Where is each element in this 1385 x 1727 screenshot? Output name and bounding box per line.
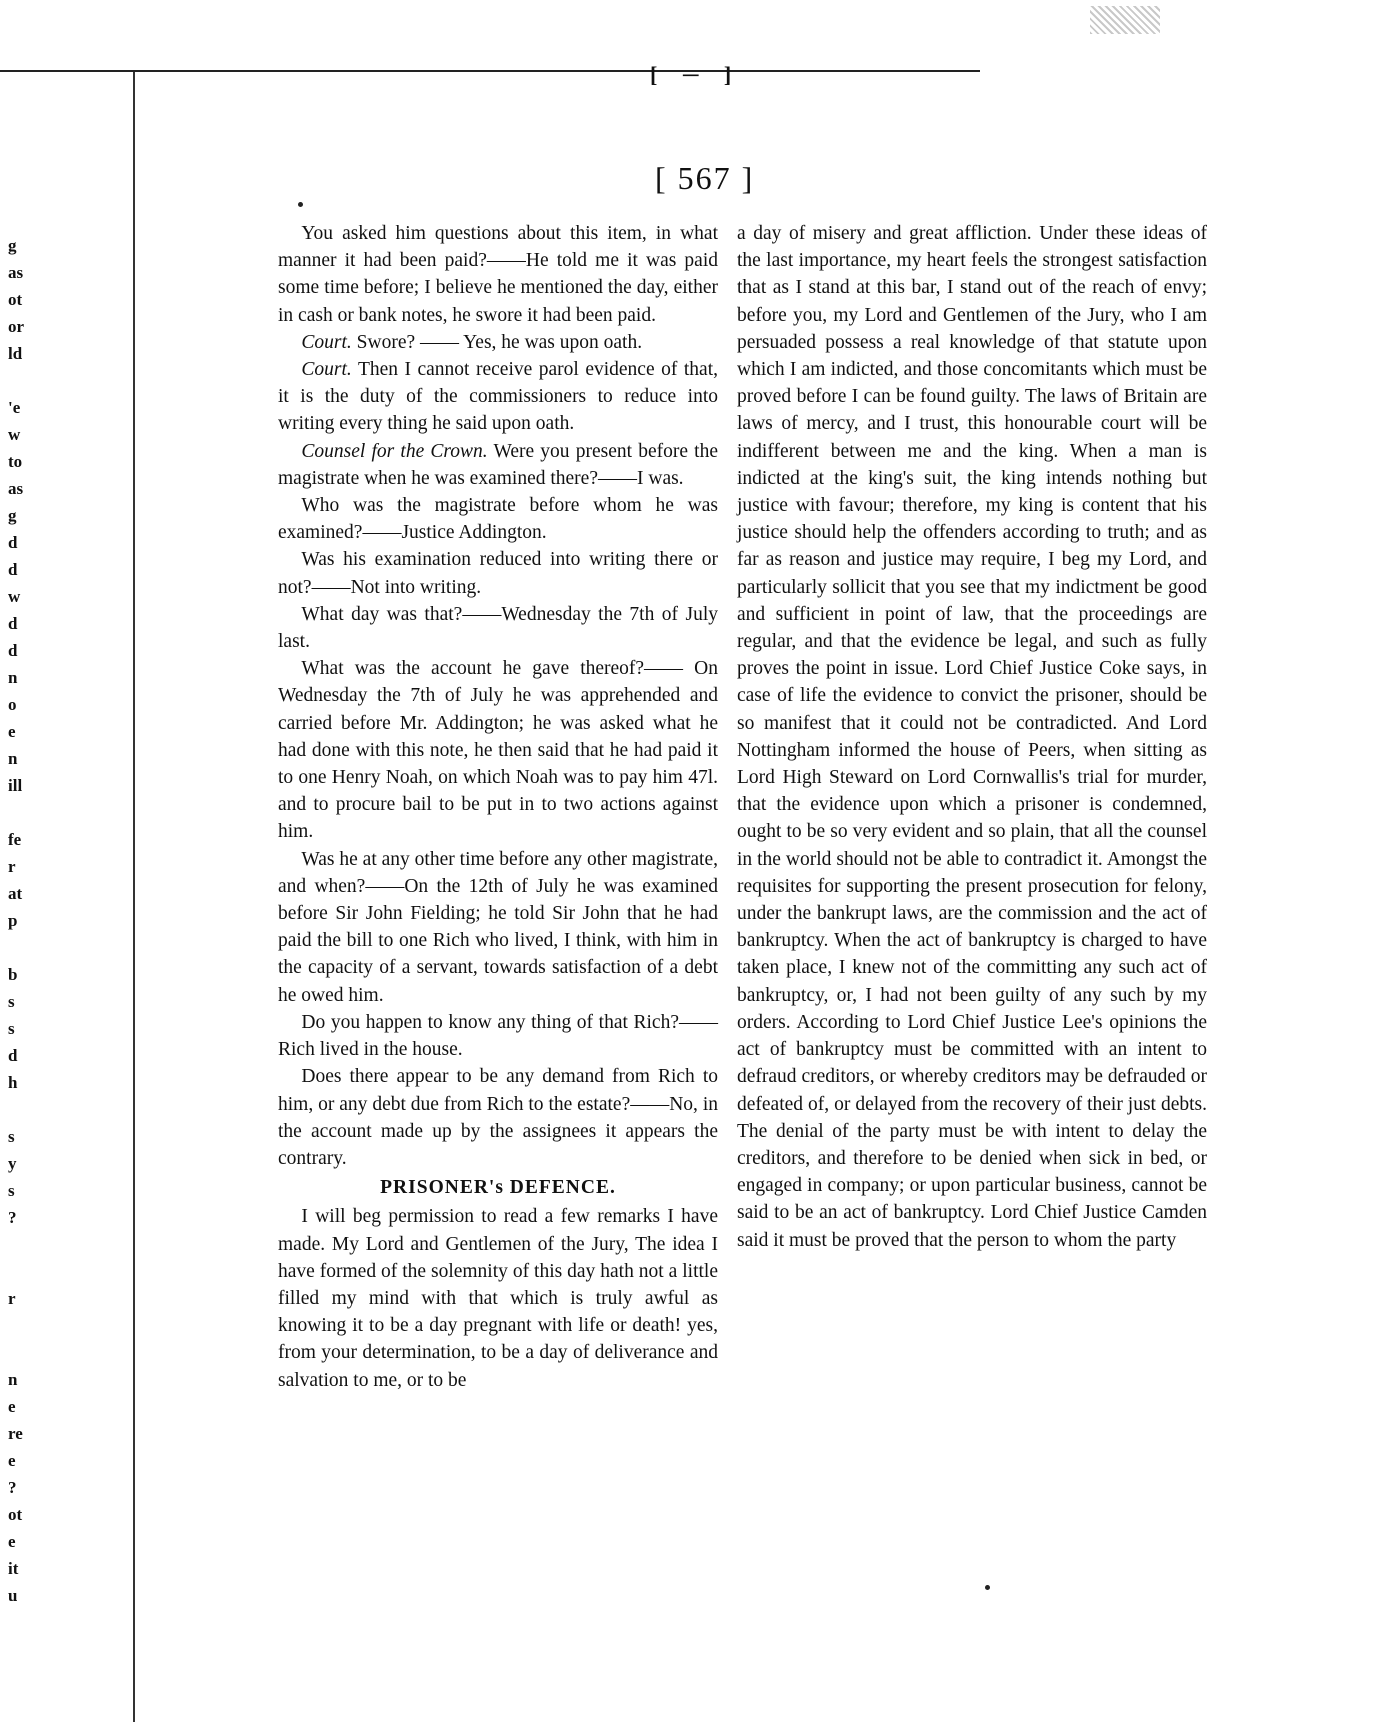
catchword: [ ─ ] [650, 62, 742, 87]
margin-fragment: u [8, 1586, 18, 1605]
margin-fragment: s [8, 1181, 15, 1200]
ink-speck [985, 1585, 990, 1590]
paragraph: Was his examination reduced into writing there or not?——Not into writing. [278, 549, 718, 598]
margin-fragment: s [8, 992, 15, 1011]
margin-fragment: d [8, 1046, 18, 1065]
section-heading: PRISONER's DEFENCE. [380, 1177, 616, 1199]
margin-fragment: g [8, 236, 17, 255]
margin-fragment: b [8, 965, 18, 984]
margin-fragment: d [8, 560, 18, 579]
speaker: Court. [301, 359, 352, 381]
margin-fragment: o [8, 695, 17, 714]
margin-fragment: ? [8, 1478, 17, 1497]
top-rule [0, 70, 980, 72]
paragraph: Do you happen to know any thing of that Rich?——Rich lived in the house. [278, 1011, 718, 1061]
margin-fragment: fe [8, 830, 22, 849]
margin-fragment: 'e [8, 398, 21, 417]
margin-fragment [8, 799, 48, 826]
margin-fragment: n [8, 749, 18, 768]
paragraph: What day was that?——Wednesday the 7th of July last. [278, 603, 718, 653]
page-number: [ 567 ] [655, 160, 755, 196]
margin-fragment: re [8, 1424, 23, 1443]
paragraph: a day of misery and great affliction. Under these ideas of the last importance, my heart feels the strongest satisfaction that as I stand at this bar, I stand out of the reach of envy; before you, my Lord and Gentlemen of the Jury, who I am persuaded possess a real knowledge of that statute upon which I am indicted, and those concomitants which must be proved before I can be found guilty. The laws of Britain are laws of mercy, and I trust, this honourable court will be indifferent between me and the king. When a man is indicted at the king's suit, the king intends nothing but justice with favour; therefore, my king is content that his justice should help the offenders according to truth; and as far as reason and justice may require, I beg my Lord, and particularly sollicit that you see that my indictment be good and sufficient in point of law, that the proceedings are regular, and that the evidence be legal, and such as fully proves the point in issue. Lord Chief Justice Coke says, in case of life the evidence to convict the prisoner, should be so manifest that it could not be contradicted. And Lord Nottingham informed the house of Peers, when sitting as Lord High Steward on Lord Cornwallis's trial for murder, that the evidence upon which a prisoner is condemned, ought to be so very evident and so plain, that all the counsel in the world should not be able to contradict it. Amongst the requisites for supporting the present prosecution for felony, under the bankrupt laws, are the commission and the act of bankruptcy. When the act of bankruptcy is charged to have taken place, I knew not of the committing any such act of bankruptcy, or, I had not been guilty of any such by my orders. According to Lord Chief Justice Lee's opinions the act of bankruptcy must be committed with an intent to defraud creditors, or whereby creditors may be defrauded or defeated of, or delayed from the recovery of their just debts. The denial of the party must be with intent to delay the creditors, and therefore to be denied when sick in bed, or engaged in company; or upon particular business, cannot be said to be an act of bankruptcy. Lord Chief Justice Camden said it must be proved that the person to whom the party [737, 223, 1207, 1251]
margin-fragment: g [8, 506, 17, 525]
margin-fragment: p [8, 911, 18, 930]
margin-fragment: w [8, 425, 21, 444]
margin-fragment: w [8, 587, 21, 606]
margin-fragment: ill [8, 776, 23, 795]
margin-fragment: e [8, 1397, 16, 1416]
margin-fragment: d [8, 533, 18, 552]
paragraph: I will beg permission to read a few remarks I have made. My Lord and Gentlemen of the Jury, The idea I have formed of the solemnity of this day hath not a little filled my mind with that which is truly awful as knowing it to be a day pregnant with life or death! yes, from your determination, to be a day of deliverance and salvation to me, or to be [278, 1206, 718, 1391]
paragraph: You asked him questions about this item, in what manner it had been paid?——He told me it was paid some time before; I believe he mentioned the day, either in cash or bank notes, he swore it had been paid. [278, 223, 718, 326]
margin-fragment: n [8, 1370, 18, 1389]
margin-fragment: r [8, 1289, 16, 1308]
facing-page-fragments [8, 232, 48, 1609]
paragraph: Court. Swore? —— Yes, he was upon oath. [301, 331, 643, 353]
right-column [737, 220, 1207, 1254]
margin-fragment: ? [8, 1208, 17, 1227]
paragraph: Was he at any other time before any other magistrate, and when?——On the 12th of July he was examined before Sir John Fielding; he told Sir John that he had paid the bill to one Rich who lived, I think, with him in the capacity of a servant, towards satisfaction of a debt he owed him. [278, 848, 718, 1006]
margin-fragment: it [8, 1559, 19, 1578]
margin-fragment: d [8, 641, 18, 660]
margin-fragment: e [8, 1451, 16, 1470]
margin-fragment: e [8, 1532, 16, 1551]
margin-fragment [8, 367, 48, 394]
margin-fragment: ot [8, 290, 23, 309]
margin-fragment [8, 1312, 48, 1339]
margin-fragment: or [8, 317, 25, 336]
gutter-rule [133, 72, 135, 1722]
margin-fragment: s [8, 1127, 15, 1146]
margin-fragment [8, 1096, 48, 1123]
margin-fragment: s [8, 1019, 15, 1038]
margin-fragment: y [8, 1154, 17, 1173]
margin-fragment: to [8, 452, 23, 471]
margin-fragment: at [8, 884, 23, 903]
margin-fragment [8, 1258, 48, 1285]
paragraph: Court. Then I cannot receive parol evidence of that, it is the duty of the commissioners to reduce into writing every thing he said upon oath. [278, 359, 718, 435]
library-stamp [1090, 6, 1160, 34]
margin-fragment [8, 1339, 48, 1366]
margin-fragment: ot [8, 1505, 23, 1524]
ink-speck [298, 202, 303, 207]
margin-fragment: r [8, 857, 16, 876]
margin-fragment [8, 1231, 48, 1258]
margin-fragment: as [8, 263, 24, 282]
margin-fragment: e [8, 722, 16, 741]
speaker: Counsel for the Crown. [301, 440, 488, 462]
paragraph: Counsel for the Crown. Were you present before the magistrate when he was examined there?——I was. [278, 440, 718, 489]
speaker: Court. [301, 331, 352, 353]
margin-fragment: d [8, 614, 18, 633]
margin-fragment: as [8, 479, 24, 498]
paragraph: Who was the magistrate before whom he was examined?——Justice Addington. [278, 495, 718, 544]
left-column [278, 220, 718, 1394]
margin-fragment [8, 934, 48, 961]
margin-fragment: n [8, 668, 18, 687]
margin-fragment: h [8, 1073, 18, 1092]
paragraph: Does there appear to be any demand from Rich to him, or any debt due from Rich to the estate?——No, in the account made up by the assignees it appears the contrary. [278, 1066, 718, 1169]
margin-fragment: ld [8, 344, 23, 363]
paragraph: What was the account he gave thereof?—— On Wednesday the 7th of July he was apprehended and carried before Mr. Addington; he was asked what he had done with this note, he then said that he had paid it to one Henry Noah, on which Noah was to pay him 47l. and to procure bail to be put in to two actions against him. [278, 658, 718, 843]
